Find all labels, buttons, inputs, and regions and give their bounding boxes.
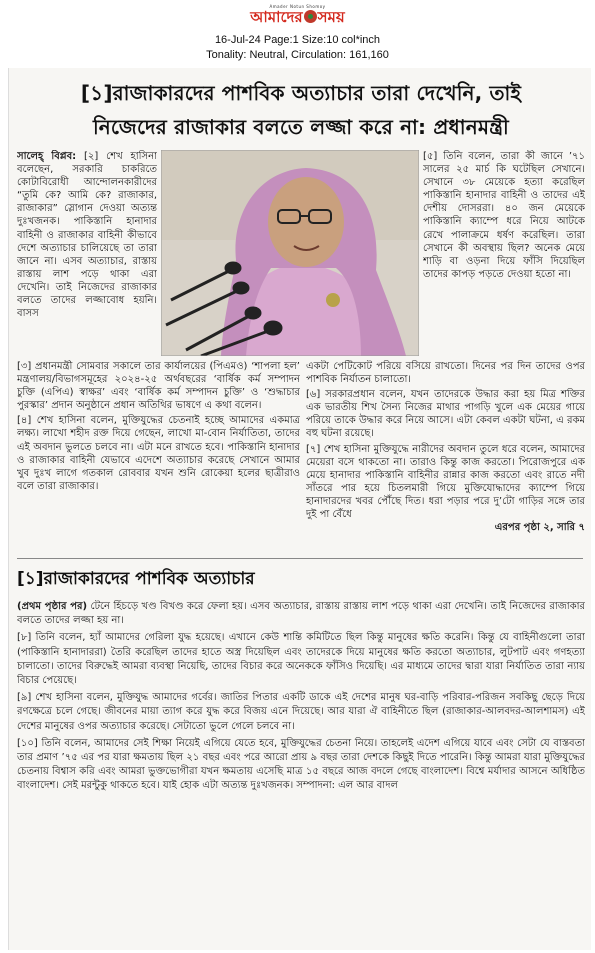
paragraph-3: [৩] প্রধানমন্ত্রী সোমবার সকালে তার কার্যালয়ের (পিএমও) ‘শাপলা হল’ মন্ত্রণালয়/বিভাগসমূহের ২০২৪-২৫ অর্থবছরের ‘বার্ষিক কর্ম সম্পাদন চুক্তি (এপিএ) স্বাক্ষর’ এবং ‘বার্ষিক কর্ম সম্পাদন চুক্তি’ ও ‘শুদ্ধাচার পুরস্কার’ প্রদান অনুষ্ঠানে প্রধান অতিথির ভাষণে এ কথা বলেন। [17,361,300,412]
masthead [0,4,595,32]
headline-line-1: [১]রাজাকারদের পাশবিক অত্যাচার তারা দেখেনি, তাই [80,81,522,105]
logo-title-right: সময় [317,8,345,26]
byline: সালেহ্‌ বিপ্লব: [17,151,77,162]
lower-left-column [17,360,300,538]
prime-minister-photo [161,150,419,356]
continuation-lead-text: টেনে হিঁচড়ে খণ্ড বিখণ্ড করে ফেলা হয়। এসব অত্যাচার, রাস্তায় রাস্তায় লাশ পড়ে থাকা এরা দেখেনি। তাই নিজেদের রাজাকার বলতে তাদের লজ্জা হয় না। [17,601,585,627]
right-column [423,150,585,356]
paragraph-4: [৪] শেখ হাসিনা বলেন, মুক্তিযুদ্ধের চেতনাই হচ্ছে আমাদের একমাত্র লক্ষ্য। লাখো শহীদ রক্ত দিয়ে গেছেন, লাখো মা-বোন নির্যাতিতা, তাদের এই অবদান ভুলতে চলবে না। এটা মনে রাখতে হবে। পাকিস্তানি হানাদার ও রাজাকার বাহিনী যেভাবে এদেশে অত্যাচার করেছে সেখানে আমার খুব দুঃখ লাগে গতকাল রোববার যখন শুনি রোকেয়া হলের ছাত্রীরাও বলে তারা রাজাকার। [17,415,300,492]
paragraph-2: [২] শেখ হাসিনা বলেছেন, সরকারি চাকরিতে কোটাবিরোধী আন্দোলনকারীদের “তুমি কে? আমি কে? রাজাকার, রাজাকার” স্লোগান দেওয়া অত্যন্ত দুঃখজনক। পাকিস্তানি হানাদার বাহিনী ও রাজাকার বাহিনী কীভাবে দেশে অত্যাচার চালিয়েছে তা তারা জানে না। এসব অত্যাচার, রাস্তায় রাস্তায় লাশ পড়ে থাকা এরা দেখেনি। তাই নিজেদের রাজাকার বলতে তাদের লজ্জাবোধ হয়নি। বাসস [17,151,157,320]
paragraph-6: [৬] সরকারপ্রধান বলেন, যখন তাদেরকে উদ্ধার করা হয় মিত্র শক্তির এক ভারতীয় শিখ সৈন্য নিজের মাথার পাগড়ি খুলে এক মেয়ের গায়ে পরিয়ে তাকে উদ্ধার করে নিয়ে আসে। এটা কেবল একটা ঘটনা, এ রকম বহু ঘটনা রয়েছে। [306,389,585,440]
portrait-illustration [161,150,419,356]
paragraph-5-continued: একটা পেটিকোট পরিয়ে বসিয়ে রাখতো। দিনের পর দিন তাদের ওপর পাশবিক নির্যাতন চালাতো। [306,361,585,386]
continuation-body [17,600,585,945]
clip-meta-date: 16-Jul-24 Page:1 Size:10 col*inch [214,34,381,46]
logo-tagline: Amader Notun Shomoy [269,4,326,9]
left-column [17,150,157,356]
section-divider [17,558,583,559]
lower-right-column [306,360,585,550]
continuation-lead-para [17,600,585,628]
logo-seal-icon [304,10,317,23]
jump-line: এরপর পৃষ্ঠা ২, সারি ৭ [494,522,585,534]
logo-title [223,8,373,26]
logo-title-left: আমাদের [250,8,303,26]
paragraph-5: [৫] তিনি বলেন, তারা কী জানে ’৭১ সালের ২৫ মার্চ কি ঘটেছিল সেখানে। সেখানে ৩৮ মেয়েকে হত্যা করেছিল পাকিস্তানি হানাদার বাহিনী ও তাদের এই দেশীয় দোসররা। ৪০ জন মেয়েকে পাকিস্তানি ক্যাম্পে ধরে নিয়ে আটকে রেখে পালাক্রমে ধর্ষণ করেছিল। তারা সেখানে কী অবস্থায় ছিল? অনেক মেয়ে শাড়ি বা ওড়না দিয়ে ফাঁসি দিয়েছিল তাদের কাপড় পড়তে দেওয়া হতো না। [423,151,585,280]
newspaper-logo [223,4,373,28]
continuation-lead: (প্রথম পৃষ্ঠার পর) [17,601,88,612]
paragraph-10: [১০] তিনি বলেন, আমাদের সেই শিক্ষা নিয়েই এগিয়ে যেতে হবে, মুক্তিযুদ্ধের চেতনা নিয়ে। তাহলেই এদেশ এগিয়ে যাবে এবং সেটা যে বাস্তবতা তার প্রমাণ ’৭৫ এর পর যারা ক্ষমতায় ছিল ২১ বছর এবং পরে আরো প্রায় ৯ বছর তারা দেশকে কিছুই দিতে পারেনি। কিন্তু আমরা যারা মুক্তিযুদ্ধের চেতনায় বিশ্বাস করি এবং আমরা ভুক্তভোগীরা যখন ক্ষমতায় এসেছি মাত্র ১৫ বছরে আজ বদলে গেছে বাংলাদেশ। বিশ্বে মর্যাদার আসনে অধিষ্ঠিত বাংলাদেশ। সেই মরন্টুকু থাকতে হবে। যাই হোক এটা অত্যন্ত দুঃখজনক। সম্পাদনা: এল আর বাদল [17,737,585,792]
article-headline [17,76,585,144]
paragraph-8: [৮] তিনি বলেন, হ্যাঁ আমাদের গেরিলা যুদ্ধ হয়েছে। এখানে কেউ শান্তি কমিটিতে ছিল কিন্তু মানুষের ক্ষতি করেনি। কিন্তু যে বাহিনীগুলো তারা (পাকিস্তানি হানাদাররা) তৈরি করেছিল তাদের হাতে অস্ত্র দিয়েছিল এবং তাদেরকে দিয়ে মানুষের ক্ষতি করতো অত্যাচার, লুটপাট এবং গণহত্যা চালাতো। তাদের বিরুদ্ধেই আমরা ব্যবস্থা নিয়েছি, তাদের বিচার করে অনেককে ফাঁসিও দিয়েছি। এর মাধ্যমে তাদের দ্বারা যারা নির্যাতিত তারা ন্যায় বিচার পেয়েছে। [17,632,585,687]
headline-line-2: নিজেদের রাজাকার বলতে লজ্জা করে না: প্রধানমন্ত্রী [93,115,509,139]
continuation-headline: [১]রাজাকারদের পাশবিক অত্যাচার [17,569,255,589]
paragraph-7: [৭] শেখ হাসিনা মুক্তিযুদ্ধে নারীদের অবদান তুলে ধরে বলেন, আমাদের মেয়েরা বসে থাকতো না। তারাও কিন্তু কাজ করতো। পিরোজপুরে এক মেয়ে হানাদার পাকিস্তানি বাহিনীর রান্নার কাজ করতো এবং রাতে নদী সাঁতরে পার হয়ে চিতলমারী গিয়ে মুক্তিযোদ্ধাদের ক্যাম্পে গিয়ে হানাদারদের খবর পৌঁছে দিত। ধরা পড়ার পরে দু’টো গাড়ির সঙ্গে তার দুই পা বেঁধে [306,443,585,521]
news-clipping [8,68,591,950]
paragraph-9: [৯] শেখ হাসিনা বলেন, মুক্তিযুদ্ধ আমাদের গর্বের। জাতির পিতার একটি ডাকে এই দেশের মানুষ ঘর-বাড়ি পরিবার-পরিজন সবকিছু ছেড়ে দিয়ে রণক্ষেত্রে চলে গেছে। জীবনের মায়া ত্যাগ করে যুদ্ধ করে বিজয় এনে দিয়েছে। আর যারা ঐ বাহিনীতে ছিল (রাজাকার-আলবদর-আলশামস) এই দেশের মানুষের ওপর অত্যাচার করেছে। সেটাতো ভুলে গেলে চলবে না। [17,692,585,732]
clip-meta-tonality: Tonality: Neutral, Circulation: 161,160 [206,49,389,61]
